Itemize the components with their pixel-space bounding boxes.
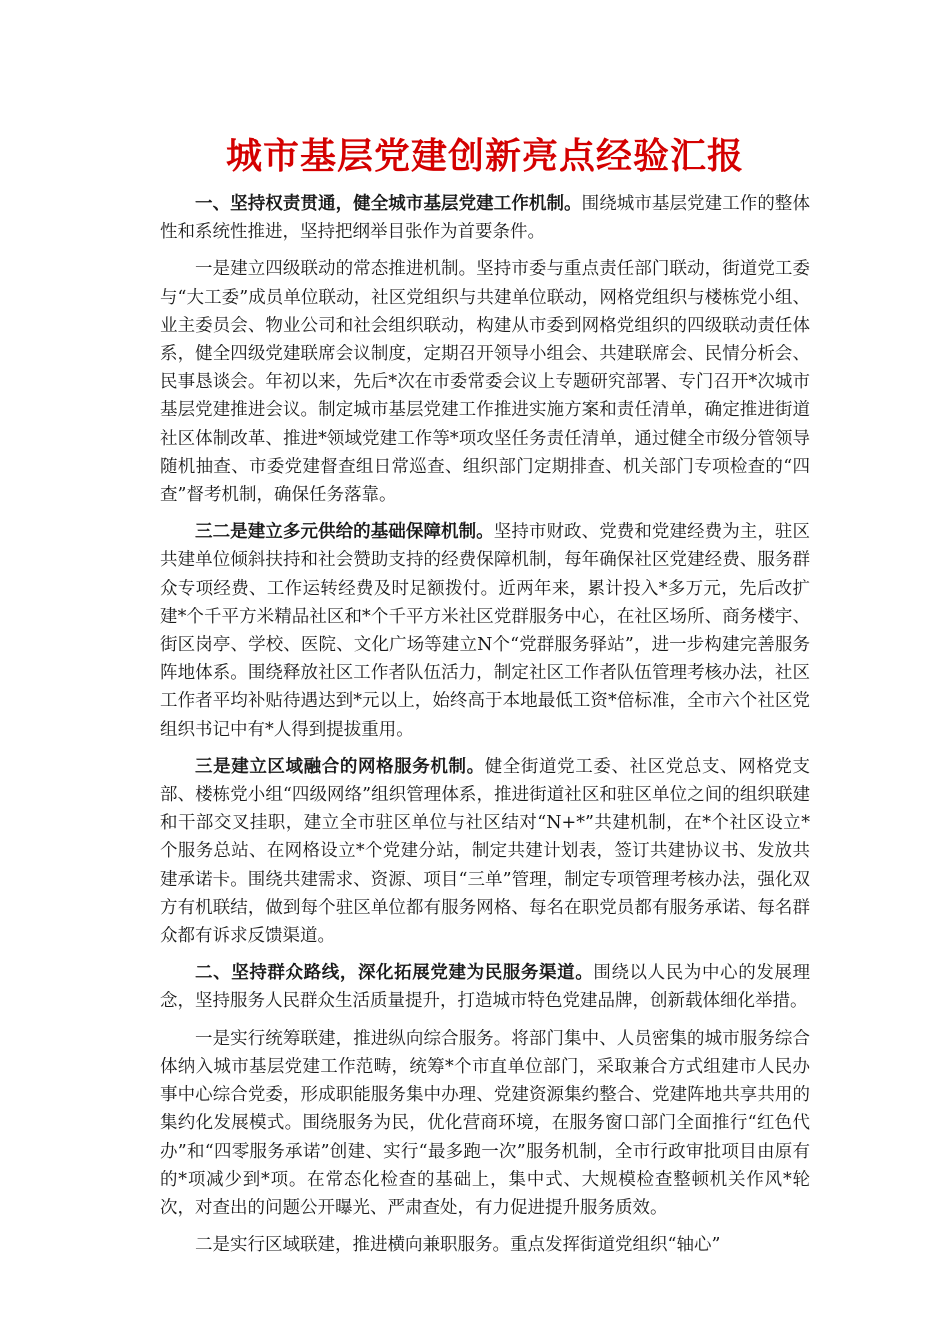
paragraph-lead: 三二是建立多元供给的基础保障机制。 <box>195 522 494 543</box>
paragraph-text: 一是实行统筹联建，推进纵向综合服务。将部门集中、人员密集的城市服务综合体纳入城市基层党建工作范畴，统筹*个市直单位部门，采取兼合方式组建市人民办事中心综合党委，形成职能服务集中办理、党建资源集约整合、党建阵地共享共用的集约化发展模式。围绕服务为民，优化营商环境，在服务窗口部门全面推行“红色代办”和“四零服务承诺”创建、实行“最多跑一次”服务机制，全市行政审批项目由原有的*项减少到*项。在常态化检查的基础上，集中式、大规模检查整顿机关作风*轮次，对查出的问题公开曝光、严肃查处，有力促进提升服务质效。 <box>160 1028 810 1218</box>
paragraph-lead: 一、坚持权责贯通，健全城市基层党建工作机制。 <box>195 194 582 214</box>
paragraph-text: 围绕以人民为中心的发展理念，坚持服务人民群众生活质量提升，打造城市特色党建品牌，创新载体细化举措。 <box>160 963 811 1012</box>
paragraph-lead: 二、坚持群众路线，深化拓展党建为民服务渠道。 <box>195 963 594 984</box>
paragraph-item-2-2 <box>160 1231 810 1259</box>
paragraph-section-1 <box>160 190 810 246</box>
paragraph-item-1-1 <box>160 255 810 509</box>
paragraph-lead: 三是建立区域融合的网格服务机制。 <box>195 756 485 777</box>
paragraph-section-2 <box>160 959 810 1015</box>
document-page <box>160 132 810 1268</box>
paragraph-text: 一是建立四级联动的常态推进机制。坚持市委与重点责任部门联动，街道党工委与“大工委”成员单位联动，社区党组织与共建单位联动，网格党组织与楼栋党小组、业主委员会、物业公司和社会组织联动，构建从市委到网格党组织的四级联动责任体系，健全四级党建联席会议制度，定期召开领导小组会、共建联席会、民情分析会、民事恳谈会。年初以来，先后*次在市委常委会议上专题研究部署、专门召开*次城市基层党建推进会议。制定城市基层党建工作推进实施方案和责任清单，确定推进街道社区体制改革、推进*领域党建工作等*项攻坚任务责任清单，通过健全市级分管领导随机抽查、市委党建督查组日常巡查、组织部门定期排查、机关部门专项检查的“四查”督考机制，确保任务落靠。 <box>160 259 810 506</box>
paragraph-item-2-1 <box>160 1025 810 1222</box>
paragraph-item-1-3 <box>160 753 810 950</box>
paragraph-item-1-2 <box>160 518 810 744</box>
paragraph-text: 二是实行区域联建，推进横向兼职服务。重点发挥街道党组织“轴心” <box>195 1235 721 1256</box>
paragraph-text: 坚持市财政、党费和党建经费为主，驻区共建单位倾斜扶持和社会赞助支持的经费保障机制，每年确保社区党建经费、服务群众专项经费、工作运转经费及时足额拨付。近两年来，累计投入*多万元，先后改扩建*个千平方米精品社区和*个千平方米社区党群服务中心，在社区场所、商务楼宇、街区岗亭、学校、医院、文化广场等建立N个“党群服务驿站”，进一步构建完善服务阵地体系。围绕释放社区工作者队伍活力，制定社区工作者队伍管理考核办法，社区工作者平均补贴待遇达到*元以上，始终高于本地最低工资*倍标准，全市六个社区党组织书记中有*人得到提拔重用。 <box>160 522 810 740</box>
document-title: 城市基层党建创新亮点经验汇报 <box>225 135 744 177</box>
paragraph-text: 健全街道党工委、社区党总支、网格党支部、楼栋党小组“四级网络”组织管理体系，推进街道社区和驻区单位之间的组织联建和干部交叉挂职，建立全市驻区单位与社区结对“N+*”共建机制，在*个社区设立*个服务总站、在网格设立*个党建分站，制定共建计划表，签订共建协议书、发放共建承诺卡。围绕共建需求、资源、项目“三单”管理，制定专项管理考核办法，强化双方有机联结，做到每个驻区单位都有服务网格、每名在职党员都有服务承诺、每名群众都有诉求反馈渠道。 <box>160 756 811 947</box>
paragraph-text: 围绕城市基层党建工作的整体性和系统性推进，坚持把纲举目张作为首要条件。 <box>160 194 811 243</box>
